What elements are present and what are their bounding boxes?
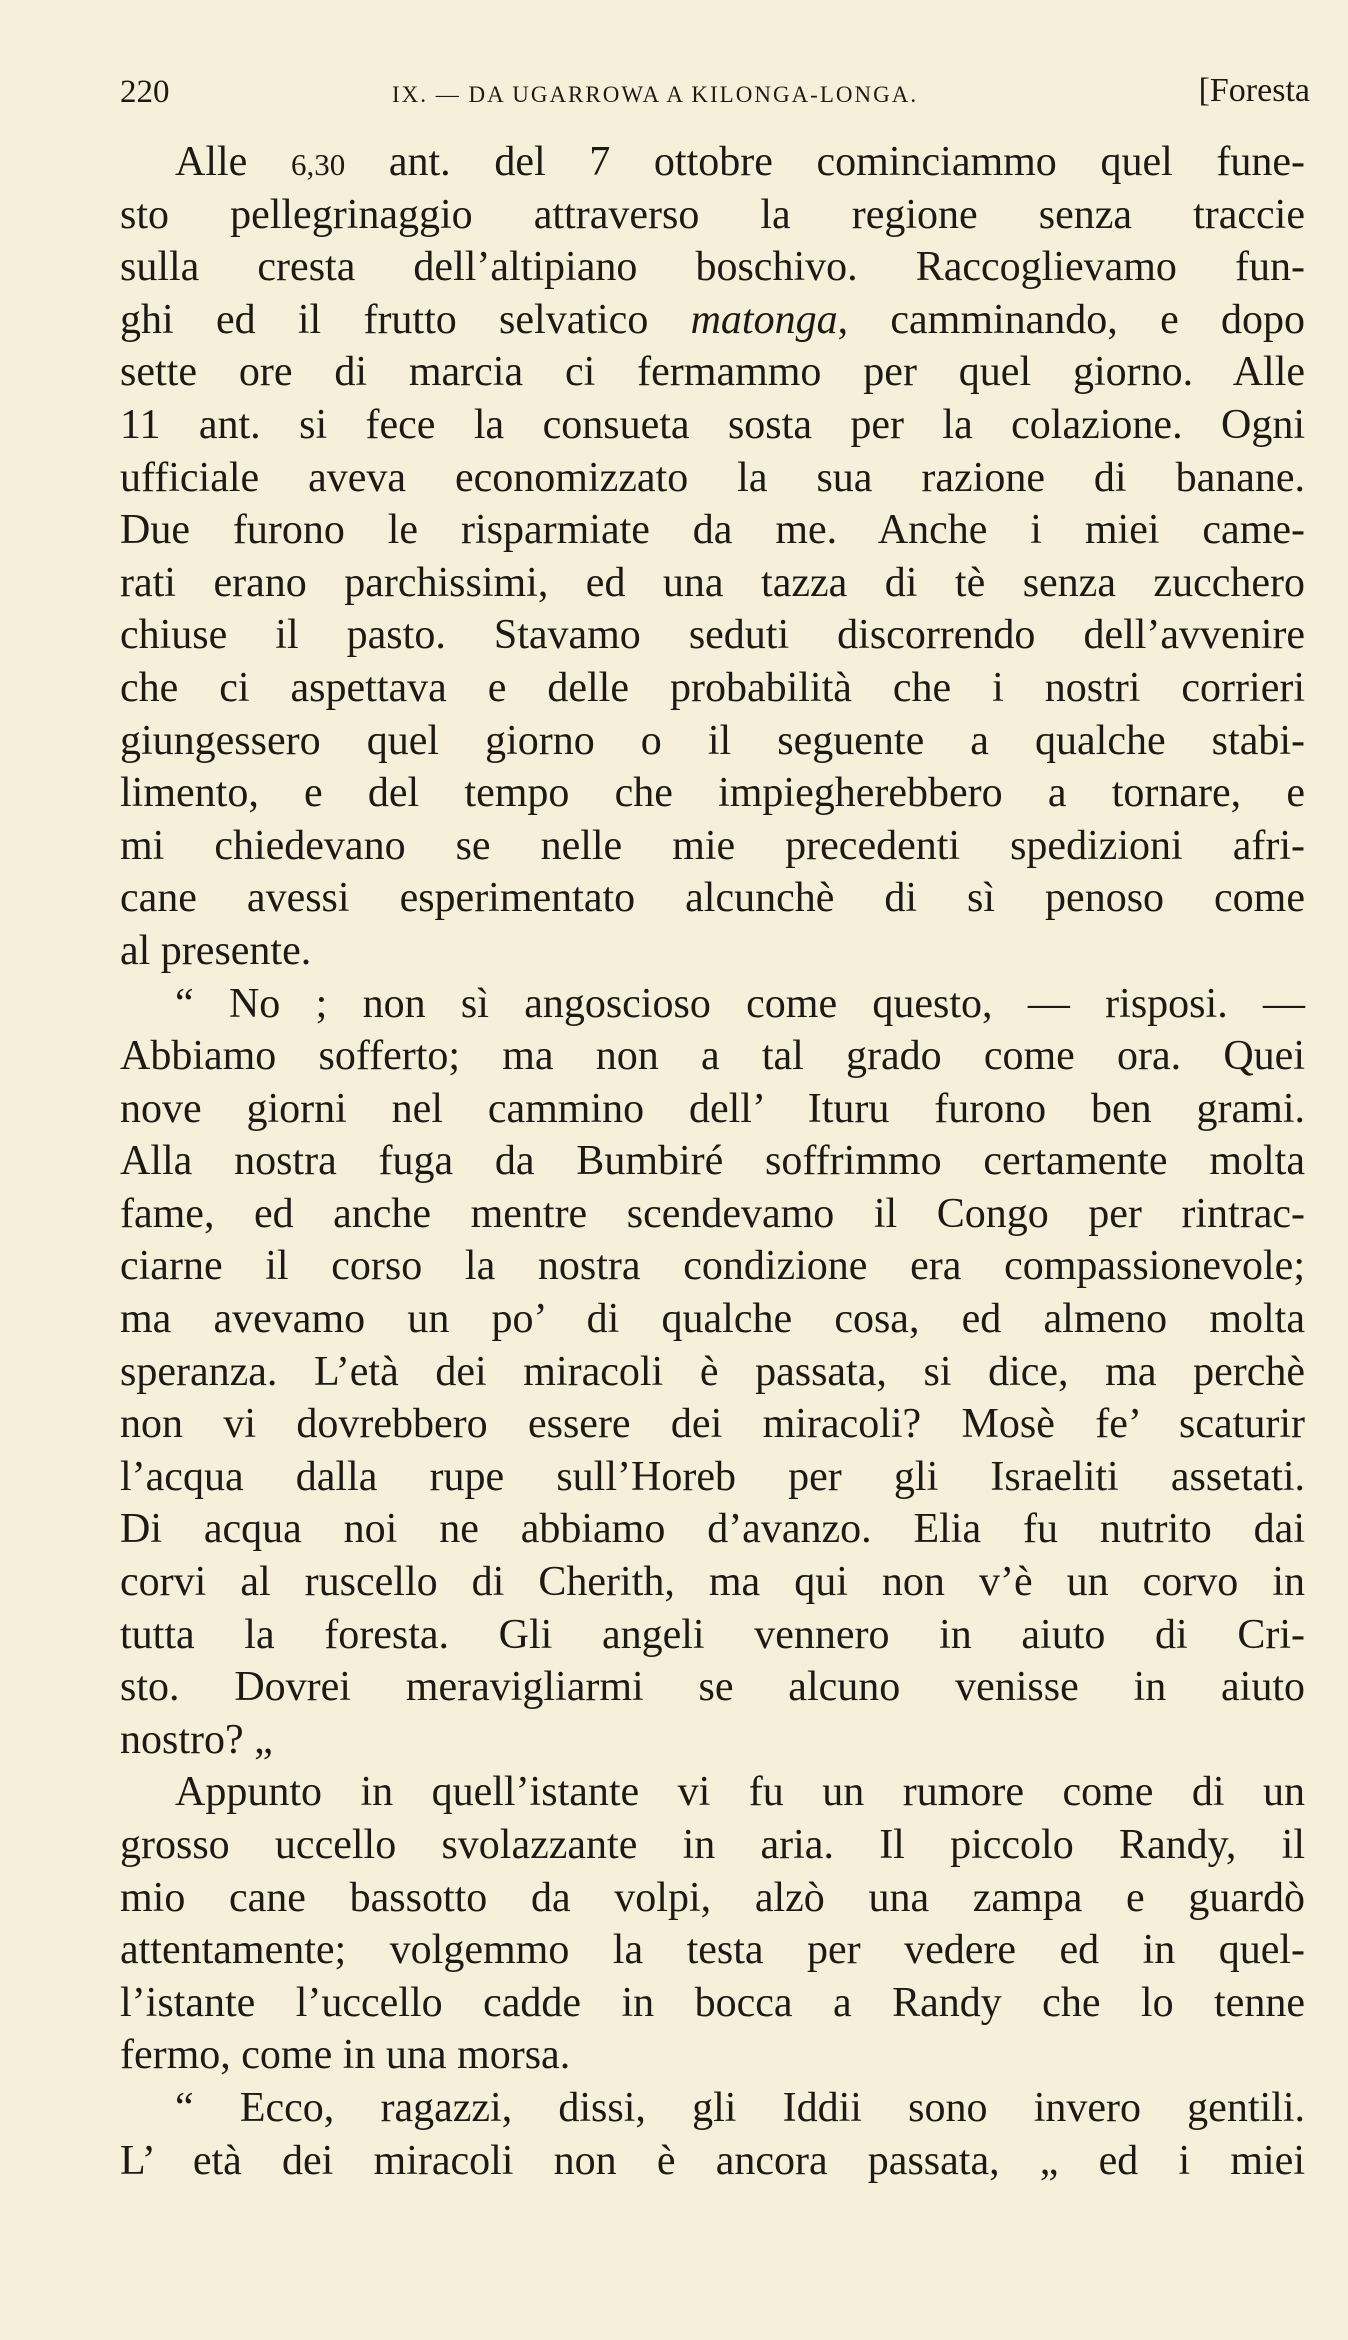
text-line: Due furono le risparmiate da me. Anche i miei came- — [120, 507, 1305, 554]
text-run: , camminando, e dopo — [837, 296, 1305, 343]
text-line: ufficiale aveva economizzato la sua razione di banane. — [120, 454, 1305, 501]
text-run: ant. del 7 ottobre cominciammo quel fune- — [345, 139, 1306, 185]
text-line: “ No ; non sì angoscioso come questo, — risposi. — — [175, 980, 1305, 1027]
text-line: al presente. — [120, 927, 312, 974]
text-line: chiuse il pasto. Stavamo seduti discorrendo dell’avvenire — [120, 612, 1305, 659]
text-line: cane avessi esperimentato alcunchè di sì penoso come — [120, 875, 1305, 922]
section-label: [Foresta — [1198, 72, 1310, 109]
text-line: speranza. L’età dei miracoli è passata, si dice, ma perchè — [120, 1348, 1305, 1395]
text-line: fame, ed anche mentre scendevamo il Congo per rintrac- — [120, 1190, 1305, 1237]
text-run: ghi ed il frutto selvatico — [120, 296, 691, 343]
time-text: 6,30 — [290, 147, 346, 182]
text-line: L’ età dei miracoli non è ancora passata, „ ed i miei — [120, 2137, 1305, 2184]
text-line — [120, 136, 1305, 189]
text-line: Di acqua noi ne abbiamo d’avanzo. Elia fu nutrito dai — [120, 1506, 1305, 1553]
text-line: nostro? „ — [120, 1716, 273, 1763]
text-line: ma avevamo un po’ di qualche cosa, ed almeno molta — [120, 1296, 1305, 1343]
text-line: l’acqua dalla rupe sull’Horeb per gli Israeliti assetati. — [120, 1453, 1305, 1500]
text-line: Alla nostra fuga da Bumbiré soffrimmo certamente molta — [120, 1138, 1305, 1185]
text-line: Abbiamo sofferto; ma non a tal grado come ora. Quei — [120, 1033, 1305, 1080]
body-text — [120, 136, 1305, 2187]
text-line: che ci aspettava e delle probabilità che i nostri corrieri — [120, 664, 1305, 711]
text-line: rati erano parchissimi, ed una tazza di tè senza zucchero — [120, 559, 1305, 606]
text-line: ciarne il corso la nostra condizione era compassionevole; — [120, 1243, 1305, 1290]
text-line: mio cane bassotto da volpi, alzò una zampa e guardò — [120, 1874, 1305, 1921]
text-line: giungessero quel giorno o il seguente a qualche stabi- — [120, 717, 1305, 764]
running-title: IX. — DA UGARROWA A KILONGA-LONGA. — [392, 82, 919, 107]
text-line: sette ore di marcia ci fermammo per quel giorno. Alle — [120, 349, 1305, 396]
text-line: “ Ecco, ragazzi, dissi, gli Iddii sono invero gentili. — [175, 2084, 1305, 2131]
text-line: sto pellegrinaggio attraverso la regione senza traccie — [120, 191, 1305, 238]
text-line: limento, e del tempo che impiegherebbero a tornare, e — [120, 770, 1305, 817]
text-line: sto. Dovrei meravigliarmi se alcuno venisse in aiuto — [120, 1664, 1305, 1711]
text-line: fermo, come in una morsa. — [120, 2032, 571, 2079]
text-line: sulla cresta dell’altipiano boschivo. Raccoglievamo fun- — [120, 244, 1305, 291]
italic-word: matonga — [690, 296, 838, 343]
text-line: non vi dovrebbero essere dei miracoli? Mosè fe’ scaturir — [120, 1401, 1305, 1448]
text-line: nove giorni nel cammino dell’ Ituru furono ben grami. — [120, 1085, 1305, 1132]
text-line — [120, 294, 1305, 347]
text-line: tutta la foresta. Gli angeli vennero in aiuto di Cri- — [120, 1611, 1305, 1658]
text-line: l’istante l’uccello cadde in bocca a Randy che lo tenne — [120, 1979, 1305, 2026]
text-line: grosso uccello svolazzante in aria. Il piccolo Randy, il — [120, 1822, 1305, 1868]
page-number: 220 — [120, 74, 170, 110]
text-run: Alle — [175, 139, 291, 185]
text-line: mi chiedevano se nelle mie precedenti spedizioni afri- — [120, 822, 1305, 869]
text-line: attentamente; volgemmo la testa per vedere ed in quel- — [120, 1927, 1305, 1974]
text-line: Appunto in quell’istante vi fu un rumore come di un — [175, 1769, 1305, 1816]
text-line: 11 ant. si fece la consueta sosta per la colazione. Ogni — [120, 401, 1305, 448]
text-line: corvi al ruscello di Cherith, ma qui non v’è un corvo in — [120, 1559, 1305, 1606]
running-header — [120, 66, 1310, 126]
